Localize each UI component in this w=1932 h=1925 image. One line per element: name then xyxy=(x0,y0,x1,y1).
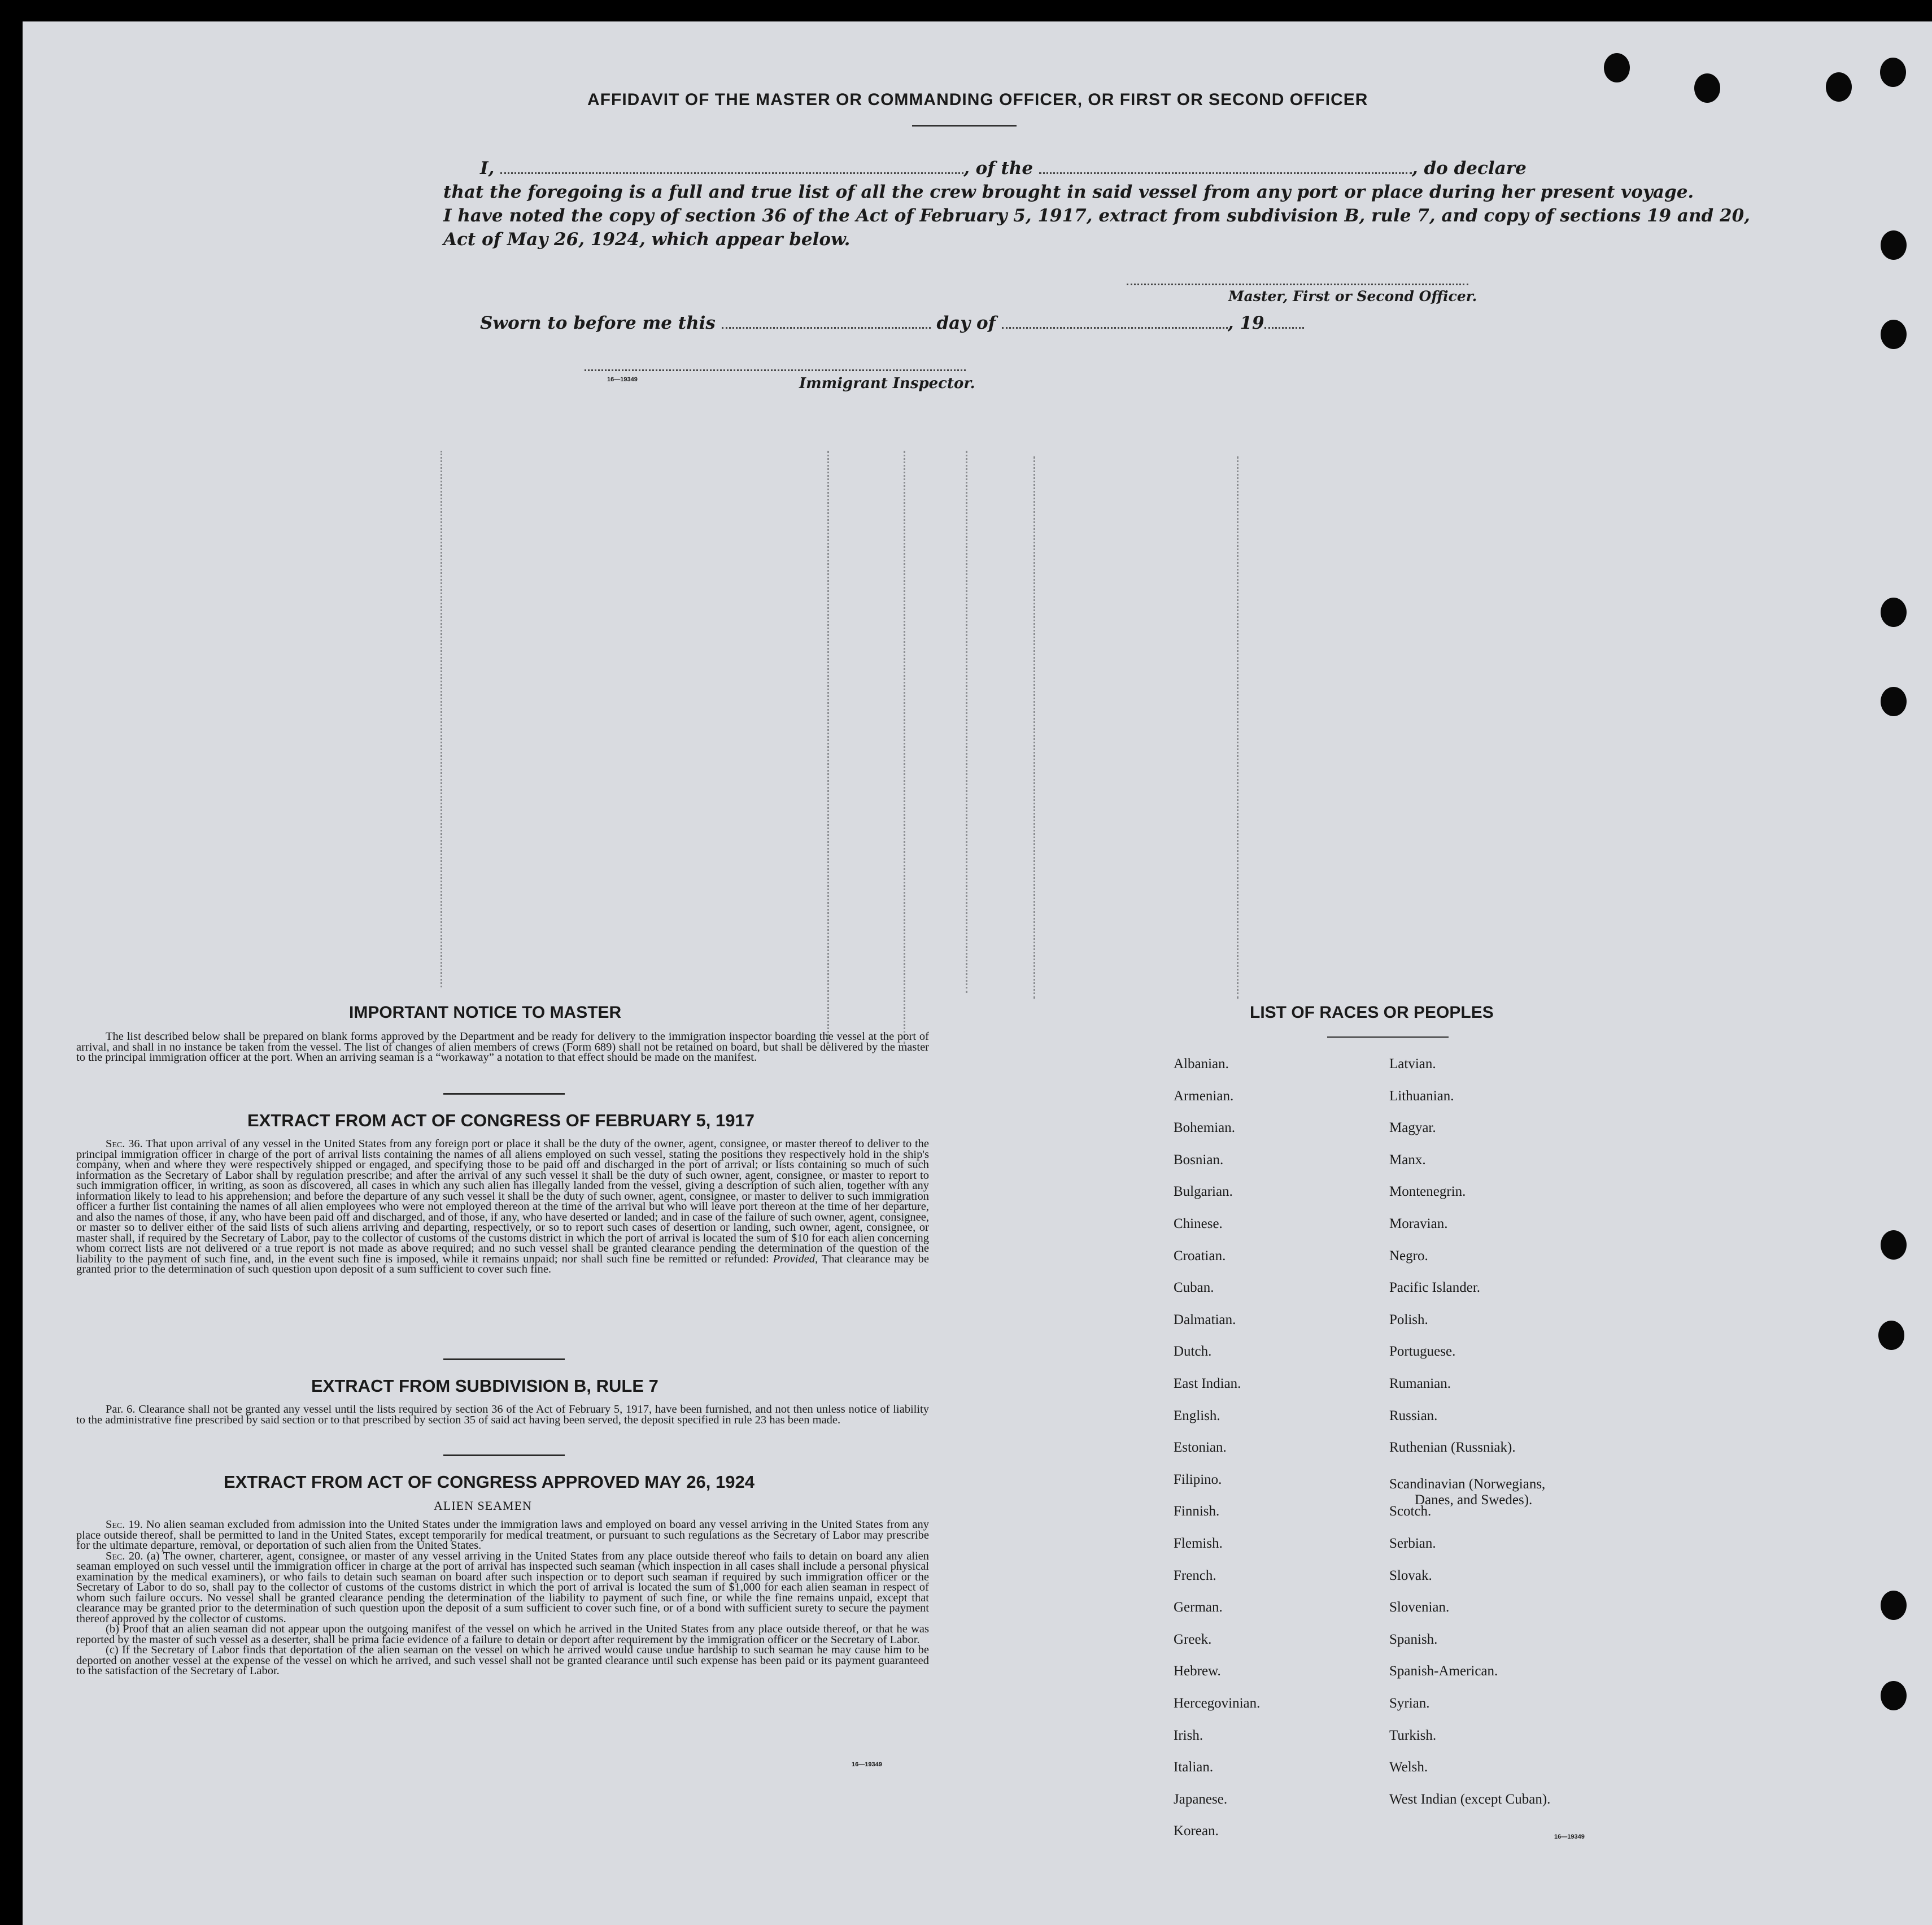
race-item: Ruthenian (Russniak). xyxy=(1389,1440,1516,1456)
race-item: Italian. xyxy=(1174,1759,1214,1775)
race-item: Moravian. xyxy=(1389,1216,1448,1231)
race-item: Welsh. xyxy=(1389,1759,1428,1775)
notice-title: IMPORTANT NOTICE TO MASTER xyxy=(349,1003,622,1022)
race-item: Spanish-American. xyxy=(1389,1663,1498,1679)
race-item: Cuban. xyxy=(1174,1280,1214,1296)
race-item: English. xyxy=(1174,1408,1220,1423)
section-divider xyxy=(443,1358,565,1360)
ghost-column-line xyxy=(1033,456,1035,999)
ghost-column-line xyxy=(441,451,442,987)
declaration-of-the: , of the xyxy=(963,158,1033,178)
declaration-line-3: I have noted the copy of section 36 of the Act of February 5, 1917, extract from subdivision B, rule 7, and copy of sections 19 and 20, xyxy=(443,206,1750,226)
affidavit-title: AFFIDAVIT OF THE MASTER OR COMMANDING OFFICER, OR FIRST OR SECOND OFFICER xyxy=(587,90,1368,109)
race-item: Portuguese. xyxy=(1389,1344,1456,1360)
punch-hole xyxy=(1878,1321,1904,1350)
master-caption: Master, First or Second Officer. xyxy=(1228,288,1477,304)
punch-hole xyxy=(1880,58,1906,87)
race-item: Turkish. xyxy=(1389,1727,1437,1743)
declarant-name-field[interactable] xyxy=(500,172,963,174)
race-item: Flemish. xyxy=(1174,1536,1223,1551)
sec-19-text: No alien seaman excluded from admission into the United States under the immigration laws and employed on board any vessel arriving in the United States from any place outside thereof, shall be permitted to land in the United States, except temporarily for medical treatment, or pursuant to such regulations as the Secretary of Labor may prescribe for the ultimate departure, removal, or deportation of such alien from the United States. xyxy=(76,1518,930,1552)
race-item: Slovenian. xyxy=(1389,1600,1450,1615)
punch-hole xyxy=(1881,230,1907,260)
race-item: German. xyxy=(1174,1600,1223,1615)
race-item: Finnish. xyxy=(1174,1504,1220,1519)
section-divider xyxy=(443,1454,565,1456)
race-item: Spanish. xyxy=(1389,1631,1438,1647)
punch-hole xyxy=(1881,1681,1907,1710)
punch-hole xyxy=(1881,687,1907,716)
sworn-label: Sworn to before me this xyxy=(480,313,716,333)
race-item: Albanian. xyxy=(1174,1056,1229,1072)
races-title-underline xyxy=(1327,1036,1449,1038)
race-item: Scandinavian (Norwegians, xyxy=(1389,1476,1546,1492)
race-item: Hercegovinian. xyxy=(1174,1696,1261,1711)
ghost-column-line xyxy=(966,451,967,993)
inspector-signature-line[interactable] xyxy=(585,369,966,371)
ghost-column-line xyxy=(904,451,905,1044)
declaration-do-declare: , do declare xyxy=(1411,158,1527,178)
sec-20a-text: (a) The owner, charterer, agent, consignee, or master of any vessel arriving in the United States from any place outside thereof who fails to detain on board any alien seaman employed on such vessel until the immigration officer in charge at the port of arrival has inspected such seaman (which inspection in all cases shall include a personal physical examination by the medical examiners), or who fails to detain such seaman on board after such inspection or to deport such seaman if required by such immigration officer or the Secretary of Labor to do so, shall pay to the collector of customs of the customs district in which the port of arrival is located the sum of $1,000 for each alien seaman in respect of whom such failure occurs. No vessel shall be granted clearance pending the determination of the liability to payment of such fine, or while the fine remains unpaid, except that clearance may be granted prior to the determination of such question upon the deposit of a sum sufficient to cover such fine, or of a bond with sufficient surety to secure the payment thereof approved by the collector of customs. xyxy=(76,1549,929,1625)
declaration-line-2: that the foregoing is a full and true list of all the crew brought in said vessel from any port or place during her present voyage. xyxy=(443,182,1694,202)
sworn-day-field[interactable] xyxy=(722,327,931,329)
punch-hole xyxy=(1881,1591,1907,1620)
race-item: Scotch. xyxy=(1389,1504,1432,1519)
declaration-line-1 xyxy=(480,158,1527,178)
race-item: Korean. xyxy=(1174,1823,1219,1839)
extract-1917-body xyxy=(76,1139,929,1275)
race-item: Armenian. xyxy=(1174,1088,1234,1104)
day-of-label: day of xyxy=(936,313,996,333)
section-divider xyxy=(443,1093,565,1095)
proviso-text: That clearance may be granted prior to the determination of such question upon deposit of a sum sufficient to cover such fine. xyxy=(76,1252,929,1275)
race-item: Estonian. xyxy=(1174,1440,1227,1456)
sworn-year-field[interactable] xyxy=(1264,327,1304,329)
form-number-left: 16—19349 xyxy=(852,1761,882,1768)
punch-hole xyxy=(1604,53,1630,82)
race-item: French. xyxy=(1174,1567,1216,1583)
punch-hole xyxy=(1881,1230,1907,1260)
sec-36-label: Sec. 36. xyxy=(106,1138,143,1150)
extract-1924-title: EXTRACT FROM ACT OF CONGRESS APPROVED MAY 26, 1924 xyxy=(224,1472,755,1492)
vessel-name-field[interactable] xyxy=(1039,172,1412,174)
form-number-top: 16—19349 xyxy=(607,376,638,383)
notice-paragraph: The list described below shall be prepared on blank forms approved by the Department and be ready for delivery to the immigration inspector boarding the vessel at the port of arrival, and shall in no instance be taken from the vessel. The list of changes of alien members of crews (Form 689) shall not be retained on board, but shall be delivered by the master to the principal immigration officer at the port. When an arriving seaman is a “workaway” a notation to that effect should be made on the manifest. xyxy=(76,1030,929,1064)
notice-body xyxy=(76,1031,929,1063)
form-number-right: 16—19349 xyxy=(1554,1833,1585,1840)
race-item: Syrian. xyxy=(1389,1696,1430,1711)
extract-1917-title: EXTRACT FROM ACT OF CONGRESS OF FEBRUARY 5, 1917 xyxy=(247,1110,755,1130)
race-item: Dutch. xyxy=(1174,1344,1212,1360)
race-item: Dalmatian. xyxy=(1174,1312,1236,1327)
race-item: Bosnian. xyxy=(1174,1152,1224,1168)
race-item: Rumanian. xyxy=(1389,1376,1451,1391)
sworn-line xyxy=(480,313,1304,333)
race-item: Croatian. xyxy=(1174,1248,1226,1264)
proviso-label: Provided, xyxy=(773,1252,818,1265)
ghost-column-line xyxy=(827,451,829,1044)
extract-rule7-body xyxy=(76,1404,929,1425)
race-item: Irish. xyxy=(1174,1727,1203,1743)
punch-hole xyxy=(1694,73,1720,103)
race-item: Bulgarian. xyxy=(1174,1184,1233,1200)
race-item: Slovak. xyxy=(1389,1567,1432,1583)
sec-19-label: Sec. 19. xyxy=(106,1518,143,1531)
sec-20c-text: (c) If the Secretary of Labor finds that deportation of the alien seaman on the vessel on which he arrived would cause undue hardship to such seaman he may cause him to be deported on another vessel at the expense of the vessel on which he arrived, and such vessel shall not be granted clearance until such expense has been paid or its payment guaranteed to the satisfaction of the Secretary of Labor. xyxy=(76,1644,929,1677)
extract-rule7-title: EXTRACT FROM SUBDIVISION B, RULE 7 xyxy=(311,1376,658,1396)
races-title: LIST OF RACES OR PEOPLES xyxy=(1250,1003,1494,1022)
alien-seamen-subtitle: ALIEN SEAMEN xyxy=(434,1499,532,1513)
sec-36-text: That upon arrival of any vessel in the United States from any foreign port or place it shall be the duty of the owner, agent, consignee, or master thereof to deliver to the principal immigration officer in charge of the port of arrival lists containing the names of all aliens employed on such vessel, stating the positions they respectively hold in the ship's company, when and where they were respectively shipped or engaged, and specifying those to be paid off and discharged in the port of arrival; or lists containing so much of such information as the Secretary of Labor shall by regulation prescribe; and after the arrival of any such vessel it shall be the duty of such owner, agent, consignee, or master to report to such immigration officer, in writing, as soon as discovered, all cases in which any such alien has illegally landed from the vessel, giving a description of such alien, together with any information likely to lead to his apprehension; and before the departure of any such vessel it shall be the duty of such owner, agent, consignee, or master to deliver to such immigration officer a further list containing the names of all alien employees who were not employed thereon at the time of the arrival but who will leave port thereon at the time of her departure, and also the names of those, if any, who have been paid off and discharged, and of those, if any, who have deserted or landed; and in case of the failure of such owner, agent, consignee, or master so to deliver either of the said lists of such aliens arriving and departing, respectively, or so to report such cases of desertion or landing, such owner, agent, consignee, or master shall, if required by the Secretary of Labor, pay to the collector of customs of the customs district in which the port of arrival is located the sum of $10 for each alien concerning whom correct lists are not delivered or a true report is not made as above required; and no such vessel shall be granted clearance pending the determination of the question of the liability to the payment of such fine, and, in the event such fine is imposed, while it remains unpaid; nor shall such fine be remitted or refunded: xyxy=(76,1138,929,1265)
race-item: Montenegrin. xyxy=(1389,1184,1466,1200)
race-item: Latvian. xyxy=(1389,1056,1436,1072)
race-item: Polish. xyxy=(1389,1312,1428,1327)
sec-20b-text: (b) Proof that an alien seaman did not appear upon the outgoing manifest of the vessel on which he arrived in the United States from any place outside thereof, or that he was reported by the master of such vessel as a deserter, shall be prima facie evidence of a failure to detain or deport after requirement by the immigration officer or the Secretary of Labor. xyxy=(76,1623,929,1646)
punch-hole xyxy=(1881,320,1907,349)
year-prefix: , 19 xyxy=(1227,313,1264,333)
rule7-paragraph: Par. 6. Clearance shall not be granted any vessel until the lists required by section 36 of the Act of February 5, 1917, have been furnished, and not then unless notice of liability to the administrative fine prescribed by said section or to that prescribed by section 35 of said act having been served, the deposit specified in rule 23 has been made. xyxy=(76,1403,929,1426)
race-item: Lithuanian. xyxy=(1389,1088,1454,1104)
sec-20-label: Sec. 20. xyxy=(106,1549,143,1562)
punch-hole xyxy=(1881,598,1907,627)
declaration-i: I, xyxy=(480,158,495,178)
ghost-column-line xyxy=(1237,456,1238,999)
race-item: Chinese. xyxy=(1174,1216,1223,1231)
race-item: Danes, and Swedes). xyxy=(1415,1492,1533,1508)
race-item: Greek. xyxy=(1174,1631,1212,1647)
race-item: Pacific Islander. xyxy=(1389,1280,1481,1296)
race-item: Manx. xyxy=(1389,1152,1426,1168)
race-item: Magyar. xyxy=(1389,1120,1436,1136)
race-item: Japanese. xyxy=(1174,1791,1228,1807)
sworn-month-field[interactable] xyxy=(1002,327,1228,329)
race-item: Russian. xyxy=(1389,1408,1438,1423)
race-item: West Indian (except Cuban). xyxy=(1389,1791,1551,1807)
declaration-line-4: Act of May 26, 1924, which appear below. xyxy=(443,229,851,250)
race-item: East Indian. xyxy=(1174,1376,1241,1391)
race-item: Negro. xyxy=(1389,1248,1428,1264)
master-signature-line[interactable] xyxy=(1127,284,1468,285)
punch-hole xyxy=(1826,72,1852,102)
form-page xyxy=(23,21,1932,1925)
inspector-caption: Immigrant Inspector. xyxy=(799,375,975,392)
race-item: Filipino. xyxy=(1174,1471,1222,1487)
race-item: Bohemian. xyxy=(1174,1120,1236,1136)
extract-1924-body xyxy=(76,1519,929,1676)
title-underline xyxy=(912,125,1017,127)
race-item: Hebrew. xyxy=(1174,1663,1221,1679)
race-item: Serbian. xyxy=(1389,1536,1436,1551)
